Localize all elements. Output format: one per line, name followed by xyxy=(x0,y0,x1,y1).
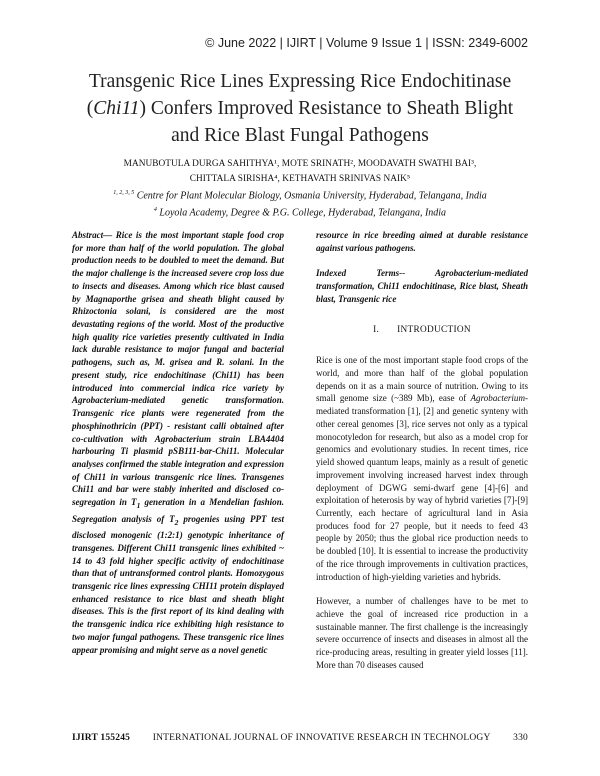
intro-paragraph-2: However, a number of challenges have to be met to achieve the goal of increased rice production in a sustainable manner. The first challenge is the increasingly severe occurrence of insects and diseases in almost all the rice-producing areas, resulting in greater yield losses [11]. More than 70 diseases caused xyxy=(316,596,528,670)
page-footer xyxy=(72,733,528,743)
section-title: INTRODUCTION xyxy=(397,324,471,335)
right-column xyxy=(316,229,528,672)
abstract-sub-1: 1 xyxy=(136,500,141,510)
abstract-text-1: Abstract— Rice is the most important staple food crop for more than half of the world population. The global production needs to be doubled to meet the demand. But the major challenge is the increased severe crop loss due to insects and diseases. Among which rice blast caused by Magnaporthe grisea and sheath blight caused by Rhizoctonia solani, is considered are the most devastating regions of the world. Most of the productive high quality rice varieties presently cultivated in India lack durable resistance to major fungal and bacterial pathogens, such as, M. grisea and R. solani. In the present study, rice endochitinase (Chi11) has been introduced into commercial indica rice variety by Agrobacterium-mediated genetic transformation. Transgenic rice plants were regenerated from the phosphinothricin (PPT) - resistant calli obtained after co-cultivation with Agrobacterium strain LBA4404 harbouring Ti plasmid pSB111-bar-Chi11. Molecular analyses confirmed the stable integration and expression of Chi11 in various transgenic rice lines. Transgenes Chi11 and bar were stably inherited and disclosed co-segregation in T xyxy=(72,230,284,508)
section-heading-introduction xyxy=(316,324,528,337)
affiliation-1-text: Centre for Plant Molecular Biology, Osmania University, Hyderabad, Telangana, India xyxy=(136,190,487,202)
authors-line-1: MANUBOTULA DURGA SAHITHYA¹, MOTE SRINATH², MOODAVATH SWATHI BAI³, xyxy=(123,159,477,169)
abstract xyxy=(72,229,284,656)
intro-p1-text-a: Rice is one of the most important staple food crops of the world, and more than half of the global population depends on it as a main source of nutrition. Owing to its small genome size (~389 Mb), ease of xyxy=(316,355,528,404)
title-line-3: and Rice Blast Fungal Pathogens xyxy=(171,125,429,146)
title-line-1: Transgenic Rice Lines Expressing Rice Endochitinase xyxy=(88,71,512,92)
affiliation-2-mark: 4 xyxy=(153,207,157,214)
affiliation-1 xyxy=(60,186,540,203)
intro-p1-italic: Agrobacterium xyxy=(470,393,525,404)
title-gene-name: Chi11 xyxy=(93,98,140,119)
paper-title xyxy=(60,68,540,149)
affiliation-2 xyxy=(60,203,540,220)
abstract-sub-2: 2 xyxy=(174,517,179,527)
footer-journal-name: INTERNATIONAL JOURNAL OF INNOVATIVE RESEARCH IN TECHNOLOGY xyxy=(152,733,491,743)
abstract-text-2: generation in a Mendelian fashion. Segregation analysis of T xyxy=(72,497,284,524)
left-column xyxy=(72,229,284,656)
index-terms: Indexed Terms-- Agrobacterium-mediated transformation, Chi11 endochitinase, Rice blast, Sheath blast, Transgenic rice xyxy=(316,268,528,304)
intro-paragraph-1 xyxy=(316,354,528,583)
title-line-2 xyxy=(60,95,540,122)
section-number: I. xyxy=(373,324,380,335)
abstract-text-3: progenies using PPT test disclosed monogenic (1:2:1) genotypic inheritance of transgenes. Different Chi11 transgenic lines exhibited ~ 14 to 43 fold higher specific activity of endochitinase than that of untransformed control plants. Homozygous transgenic rice lines expressing CHI11 protein displayed enhanced resistance to rice blast and sheath blight diseases. This is the first report of its kind dealing with the transgenic indica rice exhibiting high resistance to two major fungal pathogens. These transgenic rice lines appear promising and might serve as a novel genetic xyxy=(72,513,284,655)
intro-p1-text-b: -mediated transformation [1], [2] and genetic synteny with other cereal genomes [3], rice serves not only as a typical monocotyledon for research, but also as a model crop for genomics and evolutionary studies. In recent times, rice yield showed quantum leaps, mainly as a result of genetic improvement involving increased harvest index through deployment of DGWG semi-dwarf gene [4]-[6] and exploitation of heterosis by way of hybrid varieties [7]-[9] Currently, each hectare of agricultural land in Asia produces food for 27 people, but it needs to feed 43 people by 2050; thus the global rice production needs to be doubled [10]. It is essential to increase the productivity of the rice through improvements in cultivation practices, introduction of high-yielding varieties and hybrids. xyxy=(316,393,528,582)
affiliation-2-text: Loyola Academy, Degree & P.G. College, Hyderabad, Telangana, India xyxy=(159,207,447,219)
title-line-2-rest: ) Confers Improved Resistance to Sheath Blight xyxy=(139,98,514,119)
abstract-continued: resource in rice breeding aimed at durable resistance against various pathogens. xyxy=(316,230,528,253)
affiliation-1-marks: 1, 2, 3, 5 xyxy=(113,190,135,196)
authors-line-2: CHITTALA SIRISHA⁴, KETHAVATH SRINIVAS NAIK⁵ xyxy=(189,174,411,184)
footer-page-number: 330 xyxy=(513,733,528,743)
journal-header: © June 2022 | IJIRT | Volume 9 Issue 1 | ISSN: 2349-6002 xyxy=(205,36,528,50)
affiliations xyxy=(60,186,540,221)
footer-paper-id: IJIRT 155245 xyxy=(72,733,131,743)
title-paren: ( xyxy=(86,98,94,119)
author-list xyxy=(60,157,540,187)
